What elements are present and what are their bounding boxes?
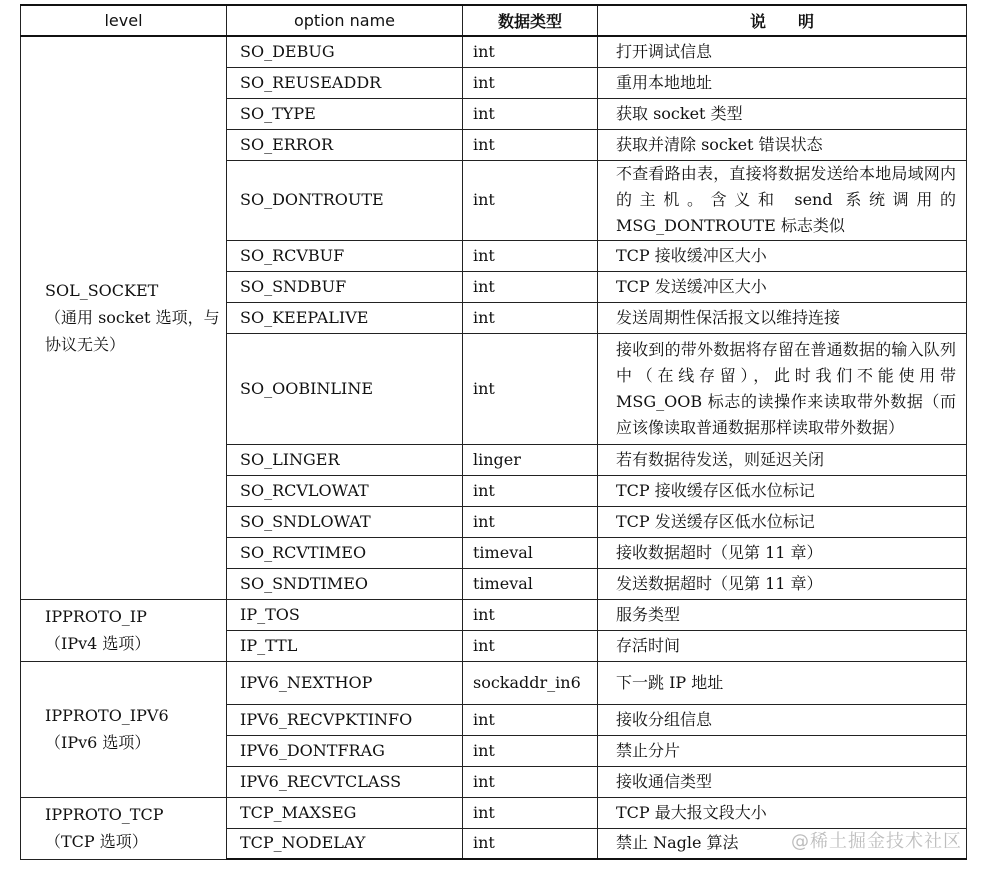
option-name-cell: SO_RCVTIMEO <box>227 537 463 568</box>
description-cell: TCP 接收缓冲区大小 <box>598 240 967 271</box>
level-line: （通用 socket 选项，与 <box>45 308 220 328</box>
data-type-cell: int <box>463 506 598 537</box>
option-name-cell: SO_RCVLOWAT <box>227 475 463 506</box>
level-cell <box>21 661 227 797</box>
table-row <box>21 36 967 67</box>
table-body <box>21 36 967 859</box>
socket-options-table <box>20 4 967 860</box>
description-cell: 接收分组信息 <box>598 704 967 735</box>
data-type-cell: int <box>463 735 598 766</box>
option-name-cell: IPV6_RECVPKTINFO <box>227 704 463 735</box>
option-name-cell: SO_DEBUG <box>227 36 463 67</box>
option-name-cell: SO_RCVBUF <box>227 240 463 271</box>
data-type-cell: int <box>463 704 598 735</box>
option-name-cell: SO_SNDBUF <box>227 271 463 302</box>
data-type-cell: int <box>463 271 598 302</box>
data-type-cell: int <box>463 36 598 67</box>
description-cell: 接收数据超时（见第 11 章） <box>598 537 967 568</box>
description-cell: 存活时间 <box>598 630 967 661</box>
data-type-cell: sockaddr_in6 <box>463 661 598 704</box>
level-line: SOL_SOCKET <box>45 281 159 301</box>
description-cell: 下一跳 IP 地址 <box>598 661 967 704</box>
option-name-cell: IP_TTL <box>227 630 463 661</box>
option-name-cell: SO_ERROR <box>227 129 463 160</box>
option-name-cell: SO_REUSEADDR <box>227 67 463 98</box>
data-type-cell: int <box>463 333 598 444</box>
level-line: IPPROTO_TCP <box>45 805 164 824</box>
level-cell <box>21 599 227 661</box>
table-row <box>21 599 967 630</box>
header-description: 说 明 <box>598 5 967 36</box>
data-type-cell: int <box>463 797 598 828</box>
data-type-cell: int <box>463 240 598 271</box>
data-type-cell: int <box>463 475 598 506</box>
option-name-cell: SO_OOBINLINE <box>227 333 463 444</box>
description-cell: 发送数据超时（见第 11 章） <box>598 568 967 599</box>
description-cell: 若有数据待发送，则延迟关闭 <box>598 444 967 475</box>
description-cell: 获取并清除 socket 错误状态 <box>598 129 967 160</box>
option-name-cell: TCP_MAXSEG <box>227 797 463 828</box>
data-type-cell: int <box>463 129 598 160</box>
option-name-cell: SO_SNDLOWAT <box>227 506 463 537</box>
level-cell <box>21 36 227 599</box>
data-type-cell: int <box>463 766 598 797</box>
description-cell: TCP 发送缓存区低水位标记 <box>598 506 967 537</box>
option-name-cell: TCP_NODELAY <box>227 828 463 859</box>
data-type-cell: int <box>463 599 598 630</box>
table-row <box>21 797 967 828</box>
description-cell: 禁止分片 <box>598 735 967 766</box>
level-line: 协议无关） <box>45 335 126 355</box>
data-type-cell: int <box>463 98 598 129</box>
data-type-cell: int <box>463 630 598 661</box>
description-cell: 发送周期性保活报文以维持连接 <box>598 302 967 333</box>
level-line: （IPv4 选项） <box>45 634 151 653</box>
description-cell: 接收通信类型 <box>598 766 967 797</box>
data-type-cell: int <box>463 302 598 333</box>
option-name-cell: SO_TYPE <box>227 98 463 129</box>
data-type-cell: int <box>463 828 598 859</box>
description-cell: 重用本地地址 <box>598 67 967 98</box>
header-option-name: option name <box>227 5 463 36</box>
level-line: （IPv6 选项） <box>45 733 151 752</box>
option-name-cell: IPV6_RECVTCLASS <box>227 766 463 797</box>
option-name-cell: IPV6_NEXTHOP <box>227 661 463 704</box>
data-type-cell: int <box>463 160 598 240</box>
description-cell: 禁止 Nagle 算法 <box>598 828 967 859</box>
description-cell: TCP 最大报文段大小 <box>598 797 967 828</box>
description-cell: 服务类型 <box>598 599 967 630</box>
data-type-cell: timeval <box>463 568 598 599</box>
level-line: IPPROTO_IP <box>45 607 147 626</box>
option-name-cell: SO_KEEPALIVE <box>227 302 463 333</box>
data-type-cell: linger <box>463 444 598 475</box>
table-row <box>21 661 967 704</box>
description-cell: 接收到的带外数据将存留在普通数据的输入队列中（在线存留），此时我们不能使用带 MSG_OOB 标志的读操作来读取带外数据（而应该像读取普通数据那样读取带外数据） <box>598 333 967 444</box>
watermark-text: @稀土掘金技术社区 <box>791 831 962 852</box>
header-level: level <box>21 5 227 36</box>
header-data-type: 数据类型 <box>463 5 598 36</box>
description-cell: 不查看路由表，直接将数据发送给本地局域网内的主机。含义和 send 系统调用的 MSG_DONTROUTE 标志类似 <box>598 160 967 240</box>
description-cell: 获取 socket 类型 <box>598 98 967 129</box>
description-cell: 打开调试信息 <box>598 36 967 67</box>
level-line: （TCP 选项） <box>45 832 148 851</box>
description-cell: TCP 发送缓冲区大小 <box>598 271 967 302</box>
option-name-cell: SO_DONTROUTE <box>227 160 463 240</box>
data-type-cell: int <box>463 67 598 98</box>
description-cell: TCP 接收缓存区低水位标记 <box>598 475 967 506</box>
level-cell <box>21 797 227 859</box>
data-type-cell: timeval <box>463 537 598 568</box>
option-name-cell: SO_LINGER <box>227 444 463 475</box>
option-name-cell: SO_SNDTIMEO <box>227 568 463 599</box>
option-name-cell: IP_TOS <box>227 599 463 630</box>
option-name-cell: IPV6_DONTFRAG <box>227 735 463 766</box>
header-row <box>21 5 967 36</box>
level-line: IPPROTO_IPV6 <box>45 706 169 725</box>
